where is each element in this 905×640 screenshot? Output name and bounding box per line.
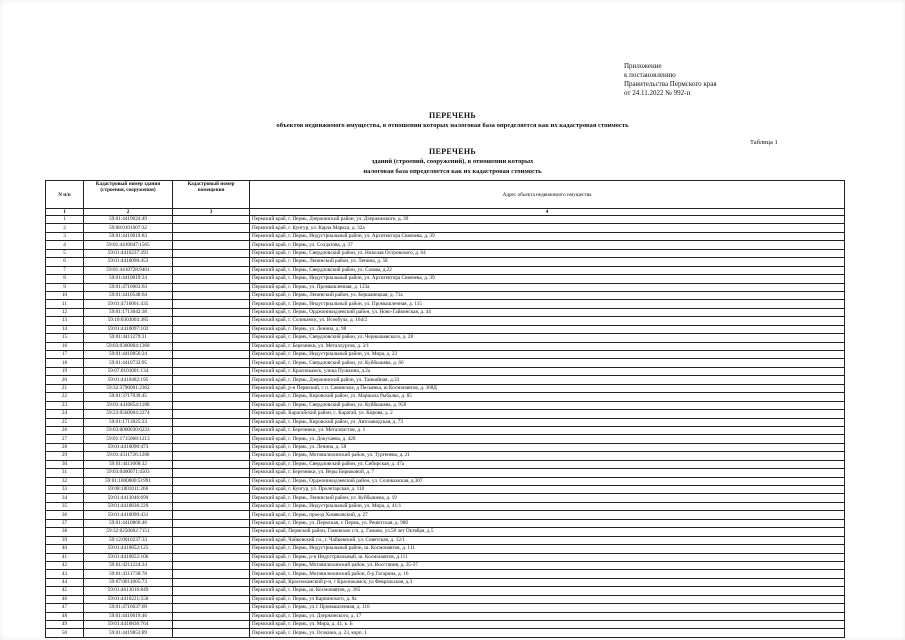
row-address: Пермский край, г. Пермь, Дзержинский район, ул. Танкийная, д.33 xyxy=(250,376,845,384)
table-row xyxy=(46,536,845,544)
row-address: Пермский край, г. Березники, ул. Металлургов, д. 3/1 xyxy=(250,342,845,350)
table-row xyxy=(46,232,845,240)
row-cadastral-number: 59:01:4410836:229 xyxy=(84,502,173,510)
row-room-number xyxy=(173,325,250,333)
row-room-number xyxy=(173,308,250,316)
row-address: Пермский край, г. Пермь, ул. Дзержинского, д. 17 xyxy=(250,612,845,620)
row-number: 17 xyxy=(46,351,84,359)
row-room-number xyxy=(173,275,250,283)
row-cadastral-number: 59:01:4411279:31 xyxy=(84,334,173,342)
row-room-number xyxy=(173,241,250,249)
row-address: Пермский край, г. Пермь, Индустриальный район, ул. Архитектора Свиязева, д. 39 xyxy=(250,232,845,240)
table-row xyxy=(46,401,845,409)
row-address: Пермский край, г. Пермь, Индустриальный район, ш. Космонавтов, д. 111 xyxy=(250,545,845,553)
row-number: 35 xyxy=(46,502,84,510)
row-address: Пермский край, г. Пермь, Свердловский район, ул. Куйбышева, д. 95б xyxy=(250,401,845,409)
row-number: 11 xyxy=(46,300,84,308)
row-number: 1 xyxy=(46,216,84,224)
row-address: Пермский край, г. Пермь, Ленинский район, ул. Ленина, д. 58 xyxy=(250,258,845,266)
row-room-number xyxy=(173,561,250,569)
row-address: Пермский край, г. Пермь, ш. Космонавтов, д. 395 xyxy=(250,587,845,595)
row-address: Пермский край, г. Пермь, р-н Индустриальный, ш. Космонавтов, д.111 xyxy=(250,553,845,561)
table-row xyxy=(46,325,845,333)
table-column-numbers xyxy=(46,209,845,216)
row-address: Пермский край, г. Пермь, Мотовилихинский район, ул. Восстания, д. 35-37 xyxy=(250,561,845,569)
row-number: 49 xyxy=(46,621,84,629)
row-address: Пермский край, Краснокамский р-н, г Краснокамск, ул Февральская, д.3 xyxy=(250,578,845,586)
appendix-line: Правительства Пермского края xyxy=(624,80,717,88)
row-room-number xyxy=(173,283,250,291)
row-room-number xyxy=(173,570,250,578)
row-room-number xyxy=(173,384,250,392)
row-cadastral-number: 59:32:3790001:2362 xyxy=(84,384,173,392)
column-number: 1 xyxy=(46,209,84,216)
table-row xyxy=(46,393,845,401)
row-cadastral-number: 59:01:4416237:391 xyxy=(84,249,173,257)
row-room-number xyxy=(173,426,250,434)
table-row xyxy=(46,587,845,595)
row-room-number xyxy=(173,545,250,553)
table-row xyxy=(46,249,845,257)
row-number: 40 xyxy=(46,545,84,553)
row-room-number xyxy=(173,494,250,502)
table-row xyxy=(46,511,845,519)
table-row xyxy=(46,553,845,561)
table-row xyxy=(46,452,845,460)
table-row xyxy=(46,334,845,342)
row-cadastral-number: 59:01:4410852:125 xyxy=(84,545,173,553)
row-room-number xyxy=(173,376,250,384)
header-num: N п/п xyxy=(46,181,84,209)
row-room-number xyxy=(173,502,250,510)
table-subtitle: налоговая база определяется как их кадастровая стоимость xyxy=(363,168,542,175)
row-number: 3 xyxy=(46,232,84,240)
row-address: Пермский край, г. Пермь, Мотовилихинский район, ул. Тургенева, д. 21 xyxy=(250,452,845,460)
row-room-number xyxy=(173,486,250,494)
table-title: ПЕРЕЧЕНЬ xyxy=(429,147,476,156)
row-address: Пермский край, г. Пермь, ул. Ленина, д. 58 xyxy=(250,443,845,451)
table-row xyxy=(46,376,845,384)
row-room-number xyxy=(173,477,250,485)
row-number: 30 xyxy=(46,460,84,468)
appendix-line: к постановлению xyxy=(624,71,676,79)
row-room-number xyxy=(173,612,250,620)
table-row xyxy=(46,519,845,527)
row-number: 36 xyxy=(46,511,84,519)
table-row xyxy=(46,494,845,502)
row-cadastral-number: 59:01:4410732:95 xyxy=(84,359,173,367)
row-cadastral-number: 59:10:0303003:385 xyxy=(84,317,173,325)
appendix-block xyxy=(624,62,717,98)
row-number: 18 xyxy=(46,359,84,367)
row-number: 6 xyxy=(46,258,84,266)
row-address: Пермский край, г. Пермь, ул. Пермская, г. Пермь, ул. Решетская, д. 98б xyxy=(250,519,845,527)
table-row xyxy=(46,426,845,434)
row-room-number xyxy=(173,578,250,586)
row-cadastral-number: 59:01:4419024:49 xyxy=(84,216,173,224)
row-number: 22 xyxy=(46,393,84,401)
row-cadastral-number: 59:12:0010237:33 xyxy=(84,536,173,544)
row-number: 12 xyxy=(46,308,84,316)
table-row xyxy=(46,561,845,569)
column-number: 4 xyxy=(250,209,845,216)
row-address: Пермский край, г. Пермь, Ленинский район, ул. Бершанецкая, д. 71а xyxy=(250,291,845,299)
row-number: 42 xyxy=(46,561,84,569)
row-room-number xyxy=(173,224,250,232)
row-number: 32 xyxy=(46,477,84,485)
row-number: 2 xyxy=(46,224,84,232)
table-row xyxy=(46,486,845,494)
row-cadastral-number: 59:01:4311738:78 xyxy=(84,570,173,578)
row-cadastral-number: 59:01:4410090:431 xyxy=(84,511,173,519)
row-number: 25 xyxy=(46,418,84,426)
table-row xyxy=(46,275,845,283)
row-cadastral-number: 59:01:4410221:558 xyxy=(84,595,173,603)
row-address: Пермский край, г. Пермь, Мотовилихинский район, б-р Гагарина, д. 16 xyxy=(250,570,845,578)
row-number: 21 xyxy=(46,384,84,392)
row-cadastral-number: 59:01:4419853:89 xyxy=(84,629,173,637)
row-cadastral-number: 59:01:4410836:764 xyxy=(84,621,173,629)
row-room-number xyxy=(173,410,250,418)
row-cadastral-number: 59:03:0300004:1368 xyxy=(84,342,173,350)
row-number: 29 xyxy=(46,452,84,460)
row-room-number xyxy=(173,334,250,342)
row-number: 16 xyxy=(46,342,84,350)
row-address: Пермский край, г. Пермь, Орджоникидзевский район, ул. Соликамская, д.307 xyxy=(250,477,845,485)
row-room-number xyxy=(173,511,250,519)
table-row xyxy=(46,266,845,274)
row-number: 19 xyxy=(46,367,84,375)
row-cadastral-number: 59:01:1713025:23 xyxy=(84,418,173,426)
row-room-number xyxy=(173,604,250,612)
table-row xyxy=(46,469,845,477)
header-address: Адрес объекта недвижимого имущества xyxy=(250,181,845,209)
row-address: Пермский край, г. Кунгур, ул. Карла Маркса, д. 32а xyxy=(250,224,845,232)
table-row xyxy=(46,317,845,325)
row-room-number xyxy=(173,216,250,224)
row-cadastral-number: 59:01:4613016:849 xyxy=(84,587,173,595)
table-row xyxy=(46,595,845,603)
row-number: 34 xyxy=(46,494,84,502)
row-address: Пермский край, г. Пермь, ул. Осокина, д. 23, корп. 1 xyxy=(250,629,845,637)
table-row xyxy=(46,545,845,553)
row-cadastral-number: 59:07:0101001:134 xyxy=(84,367,173,375)
row-cadastral-number: 59:01:4413046:699 xyxy=(84,494,173,502)
row-number: 44 xyxy=(46,578,84,586)
table-row xyxy=(46,604,845,612)
row-cadastral-number: 59:01:4716061:435 xyxy=(84,300,173,308)
row-number: 39 xyxy=(46,536,84,544)
table-row xyxy=(46,410,845,418)
row-number: 38 xyxy=(46,528,84,536)
row-cadastral-number: 59:01:4410090:473 xyxy=(84,443,173,451)
row-number: 26 xyxy=(46,426,84,434)
row-room-number xyxy=(173,342,250,350)
row-number: 14 xyxy=(46,325,84,333)
row-address: Пермский край, г. Пермь, Дзержинский район, ул. Дзержинского, д. 39 xyxy=(250,216,845,224)
row-room-number xyxy=(173,351,250,359)
row-address: Пермский край, г. Пермь, Свердловский район, ул. Сибирская, д. 47а xyxy=(250,460,845,468)
row-room-number xyxy=(173,443,250,451)
row-number: 20 xyxy=(46,376,84,384)
row-address: Пермский край, г. Березники, ул. Веры Бирюковой, д. 7 xyxy=(250,469,845,477)
row-cadastral-number: 59:23:0560004:2274 xyxy=(84,410,173,418)
row-cadastral-number: 59:01:1000000:51991 xyxy=(84,477,173,485)
row-cadastral-number: 59:01:4410090:453 xyxy=(84,258,173,266)
row-number: 33 xyxy=(46,486,84,494)
table-row xyxy=(46,283,845,291)
row-address: Пермский край, г. Краснокамск, улица Пушкина, д.2а xyxy=(250,367,845,375)
row-cadastral-number: 59:01:4410548:64 xyxy=(84,291,173,299)
row-room-number xyxy=(173,401,250,409)
row-cadastral-number: 59:03:0000030:6233 xyxy=(84,426,173,434)
row-address: Пермский край, г. Пермь, Индустриальный район, ул. Мира, д. 23 xyxy=(250,351,845,359)
row-number: 24 xyxy=(46,410,84,418)
row-room-number xyxy=(173,393,250,401)
table-row xyxy=(46,578,845,586)
row-room-number xyxy=(173,587,250,595)
document-title: ПЕРЕЧЕНЬ xyxy=(429,111,476,120)
row-number: 23 xyxy=(46,401,84,409)
row-cadastral-number: 59:01:1713042:38 xyxy=(84,308,173,316)
row-cadastral-number: 59:01:4410019:24 xyxy=(84,275,173,283)
row-cadastral-number: 59:01:4410852:106 xyxy=(84,553,173,561)
row-number: 7 xyxy=(46,266,84,274)
row-address: Пермский край, г. Пермь, Ленинский район, ул. Куйбышева, д. 19 xyxy=(250,494,845,502)
row-cadastral-number: 59:01:4410482:195 xyxy=(84,376,173,384)
row-cadastral-number: 59:01:3717039:45 xyxy=(84,393,173,401)
table-row xyxy=(46,241,845,249)
table-row xyxy=(46,418,845,426)
row-cadastral-number: 59:01:4211224:24 xyxy=(84,561,173,569)
row-number: 45 xyxy=(46,587,84,595)
table-body xyxy=(46,216,845,638)
table-row xyxy=(46,384,845,392)
table-row xyxy=(46,612,845,620)
row-room-number xyxy=(173,595,250,603)
row-cadastral-number: 59:01:4716063:63 xyxy=(84,283,173,291)
row-room-number xyxy=(173,300,250,308)
row-address: Пермский край, г. Пермь, ул. Докучаева, д. 42б xyxy=(250,435,845,443)
row-number: 5 xyxy=(46,249,84,257)
row-room-number xyxy=(173,460,250,468)
row-room-number xyxy=(173,249,250,257)
row-room-number xyxy=(173,536,250,544)
row-address: Пермский край, г. Пермь, ул.1 Промышленная, д. 110 xyxy=(250,604,845,612)
row-cadastral-number: 59:01:4716037:69 xyxy=(84,604,173,612)
header-cadastral-building: Кадастровый номер здания (строения, сооружения) xyxy=(84,181,173,209)
row-cadastral-number: 59:32:0250002:7151 xyxy=(84,528,173,536)
row-address: Пермский край, Карагайский район, с. Карагай, ул. Кирова, д. 2 xyxy=(250,410,845,418)
row-address: Пермский край, г. Пермь, Свердловский район, ул. Сазова, д.22 xyxy=(250,266,845,274)
row-address: Пермский край, г. Пермь, Кировский район, ул. Автозаводская, д. 73 xyxy=(250,418,845,426)
row-number: 27 xyxy=(46,435,84,443)
table-row xyxy=(46,258,845,266)
column-number: 3 xyxy=(173,209,250,216)
header-cadastral-room: Кадастровый номер помещения xyxy=(173,181,250,209)
row-room-number xyxy=(173,528,250,536)
row-address: Пермский край, г. Пермь, проезд Хомяковский, д. 27 xyxy=(250,511,845,519)
table-row xyxy=(46,291,845,299)
table-row xyxy=(46,351,845,359)
row-room-number xyxy=(173,418,250,426)
row-address: Пермский край, г. Пермь, Свердловский район, ул. Николая Островского, д. 64 xyxy=(250,249,845,257)
row-number: 15 xyxy=(46,334,84,342)
row-cadastral-number: 59:01:4410019:83 xyxy=(84,232,173,240)
row-number: 4 xyxy=(46,241,84,249)
table-header-row xyxy=(46,181,845,209)
table-row xyxy=(46,308,845,316)
row-number: 50 xyxy=(46,629,84,637)
row-number: 10 xyxy=(46,291,84,299)
row-room-number xyxy=(173,519,250,527)
table-row xyxy=(46,621,845,629)
column-number: 2 xyxy=(84,209,173,216)
buildings-table xyxy=(45,180,845,638)
row-number: 9 xyxy=(46,283,84,291)
table-row xyxy=(46,224,845,232)
table-row xyxy=(46,443,845,451)
table-row xyxy=(46,570,845,578)
row-cadastral-number: 59:01:4410854:1180 xyxy=(84,401,173,409)
table-row xyxy=(46,502,845,510)
row-cadastral-number: 59:01:1715068:1213 xyxy=(84,435,173,443)
row-address: Пермский край, г. Пермь, ул. Промышленная, д. 123а xyxy=(250,283,845,291)
row-cadastral-number: 59:01:4311726:1280 xyxy=(84,452,173,460)
row-address: Пермский край, г. Кунгур, ул. Пролетарская, д. 110 xyxy=(250,486,845,494)
document-subtitle: объектов недвижимого имущества, в отношении которых налоговая база определяется как их кадастровая стоимость xyxy=(276,122,629,129)
row-cadastral-number: 59:08:1001011:266 xyxy=(84,486,173,494)
row-address: Пермский край, г. Пермь, ул Карпинского, д. 8а xyxy=(250,595,845,603)
row-cadastral-number: 59:01:4410019:46 xyxy=(84,612,173,620)
row-address: Пермский край, г. Пермь, ул. Мира, д. 41, к. Б xyxy=(250,621,845,629)
row-room-number xyxy=(173,553,250,561)
row-number: 28 xyxy=(46,443,84,451)
row-cadastral-number: 59:01:4410728:9401 xyxy=(84,266,173,274)
row-number: 13 xyxy=(46,317,84,325)
appendix-line: Приложение xyxy=(624,62,662,70)
row-cadastral-number: 59:08:0101007:32 xyxy=(84,224,173,232)
row-room-number xyxy=(173,469,250,477)
row-address: Пермский край, г. Пермь, Свердловский район, ул. Чернышевского, д. 28 xyxy=(250,334,845,342)
row-number: 31 xyxy=(46,469,84,477)
row-address: Пермский край, г. Пермь, ул. Ленина, д. 98 xyxy=(250,325,845,333)
table-subtitle: зданий (строений, сооружений), в отношении которых xyxy=(371,158,534,165)
row-cadastral-number: 59:01:4410097:102 xyxy=(84,325,173,333)
table-row xyxy=(46,528,845,536)
row-address: Пермский край, р-н Пермский, с п. Савинское, д Песьянка, ш Космонавтов, д. 368Д xyxy=(250,384,845,392)
row-cadastral-number: 59:03:0400071:4503 xyxy=(84,469,173,477)
row-room-number xyxy=(173,258,250,266)
row-room-number xyxy=(173,266,250,274)
row-address: Пермский край, Чайковский г.о., г. Чайковский, ул. Советская, д. 12/1 xyxy=(250,536,845,544)
row-cadastral-number: 59:01:4410047:1565 xyxy=(84,241,173,249)
row-address: Пермский край, г. Пермь, Индустриальный район, ул. Промышленная, д. 115 xyxy=(250,300,845,308)
row-room-number xyxy=(173,359,250,367)
table-row xyxy=(46,300,845,308)
row-cadastral-number: 59:07:0011005:73 xyxy=(84,578,173,586)
row-room-number xyxy=(173,452,250,460)
table-row xyxy=(46,216,845,224)
table-row xyxy=(46,367,845,375)
table-row xyxy=(46,460,845,468)
table-row xyxy=(46,342,845,350)
row-room-number xyxy=(173,367,250,375)
row-number: 46 xyxy=(46,595,84,603)
row-number: 8 xyxy=(46,275,84,283)
row-room-number xyxy=(173,317,250,325)
table-row xyxy=(46,477,845,485)
row-room-number xyxy=(173,435,250,443)
row-number: 37 xyxy=(46,519,84,527)
row-number: 47 xyxy=(46,604,84,612)
row-room-number xyxy=(173,291,250,299)
table-row xyxy=(46,435,845,443)
row-address: Пермский край, г. Пермь, ул. Солдатова, д. 37 xyxy=(250,241,845,249)
appendix-line: от 24.11.2022 № 992-п xyxy=(624,89,691,97)
row-room-number xyxy=(173,232,250,240)
row-number: 43 xyxy=(46,570,84,578)
row-address: Пермский край, г. Пермь, Индустриальный район, ул. Мира, д. 41/1 xyxy=(250,502,845,510)
row-number: 41 xyxy=(46,553,84,561)
row-cadastral-number: 59:01:4411068:32 xyxy=(84,460,173,468)
row-room-number xyxy=(173,629,250,637)
table-row xyxy=(46,359,845,367)
row-cadastral-number: 59:01:4410856:24 xyxy=(84,351,173,359)
row-cadastral-number: 59:01:4410866:46 xyxy=(84,519,173,527)
row-address: Пермский край, г. Березники, ул. Металлистов, д. 1 xyxy=(250,426,845,434)
row-address: Пермский край, г. Пермь, Свердловский район, ул. Куйбышева, д. 66 xyxy=(250,359,845,367)
row-address: Пермский край, Пермский район, Гамовское с/п, д. Гамово, ул.50 лет Октября, д.5 xyxy=(250,528,845,536)
row-address: Пермский край, г. Соликамск, ул. Всеобуча, д. 164/2 xyxy=(250,317,845,325)
table-label: Таблица 1 xyxy=(750,139,778,146)
row-number: 48 xyxy=(46,612,84,620)
table-row xyxy=(46,629,845,637)
row-address: Пермский край, г. Пермь, Кировский район, ул. Маршала Рыбалко, д. 85 xyxy=(250,393,845,401)
row-address: Пермский край, г. Пермь, Орджоникидзевский район, ул. Ново-Гайвинская, д. 44 xyxy=(250,308,845,316)
row-room-number xyxy=(173,621,250,629)
row-address: Пермский край, г. Пермь, Индустриальный район, ул. Архитектора Свиязева, д. 39 xyxy=(250,275,845,283)
